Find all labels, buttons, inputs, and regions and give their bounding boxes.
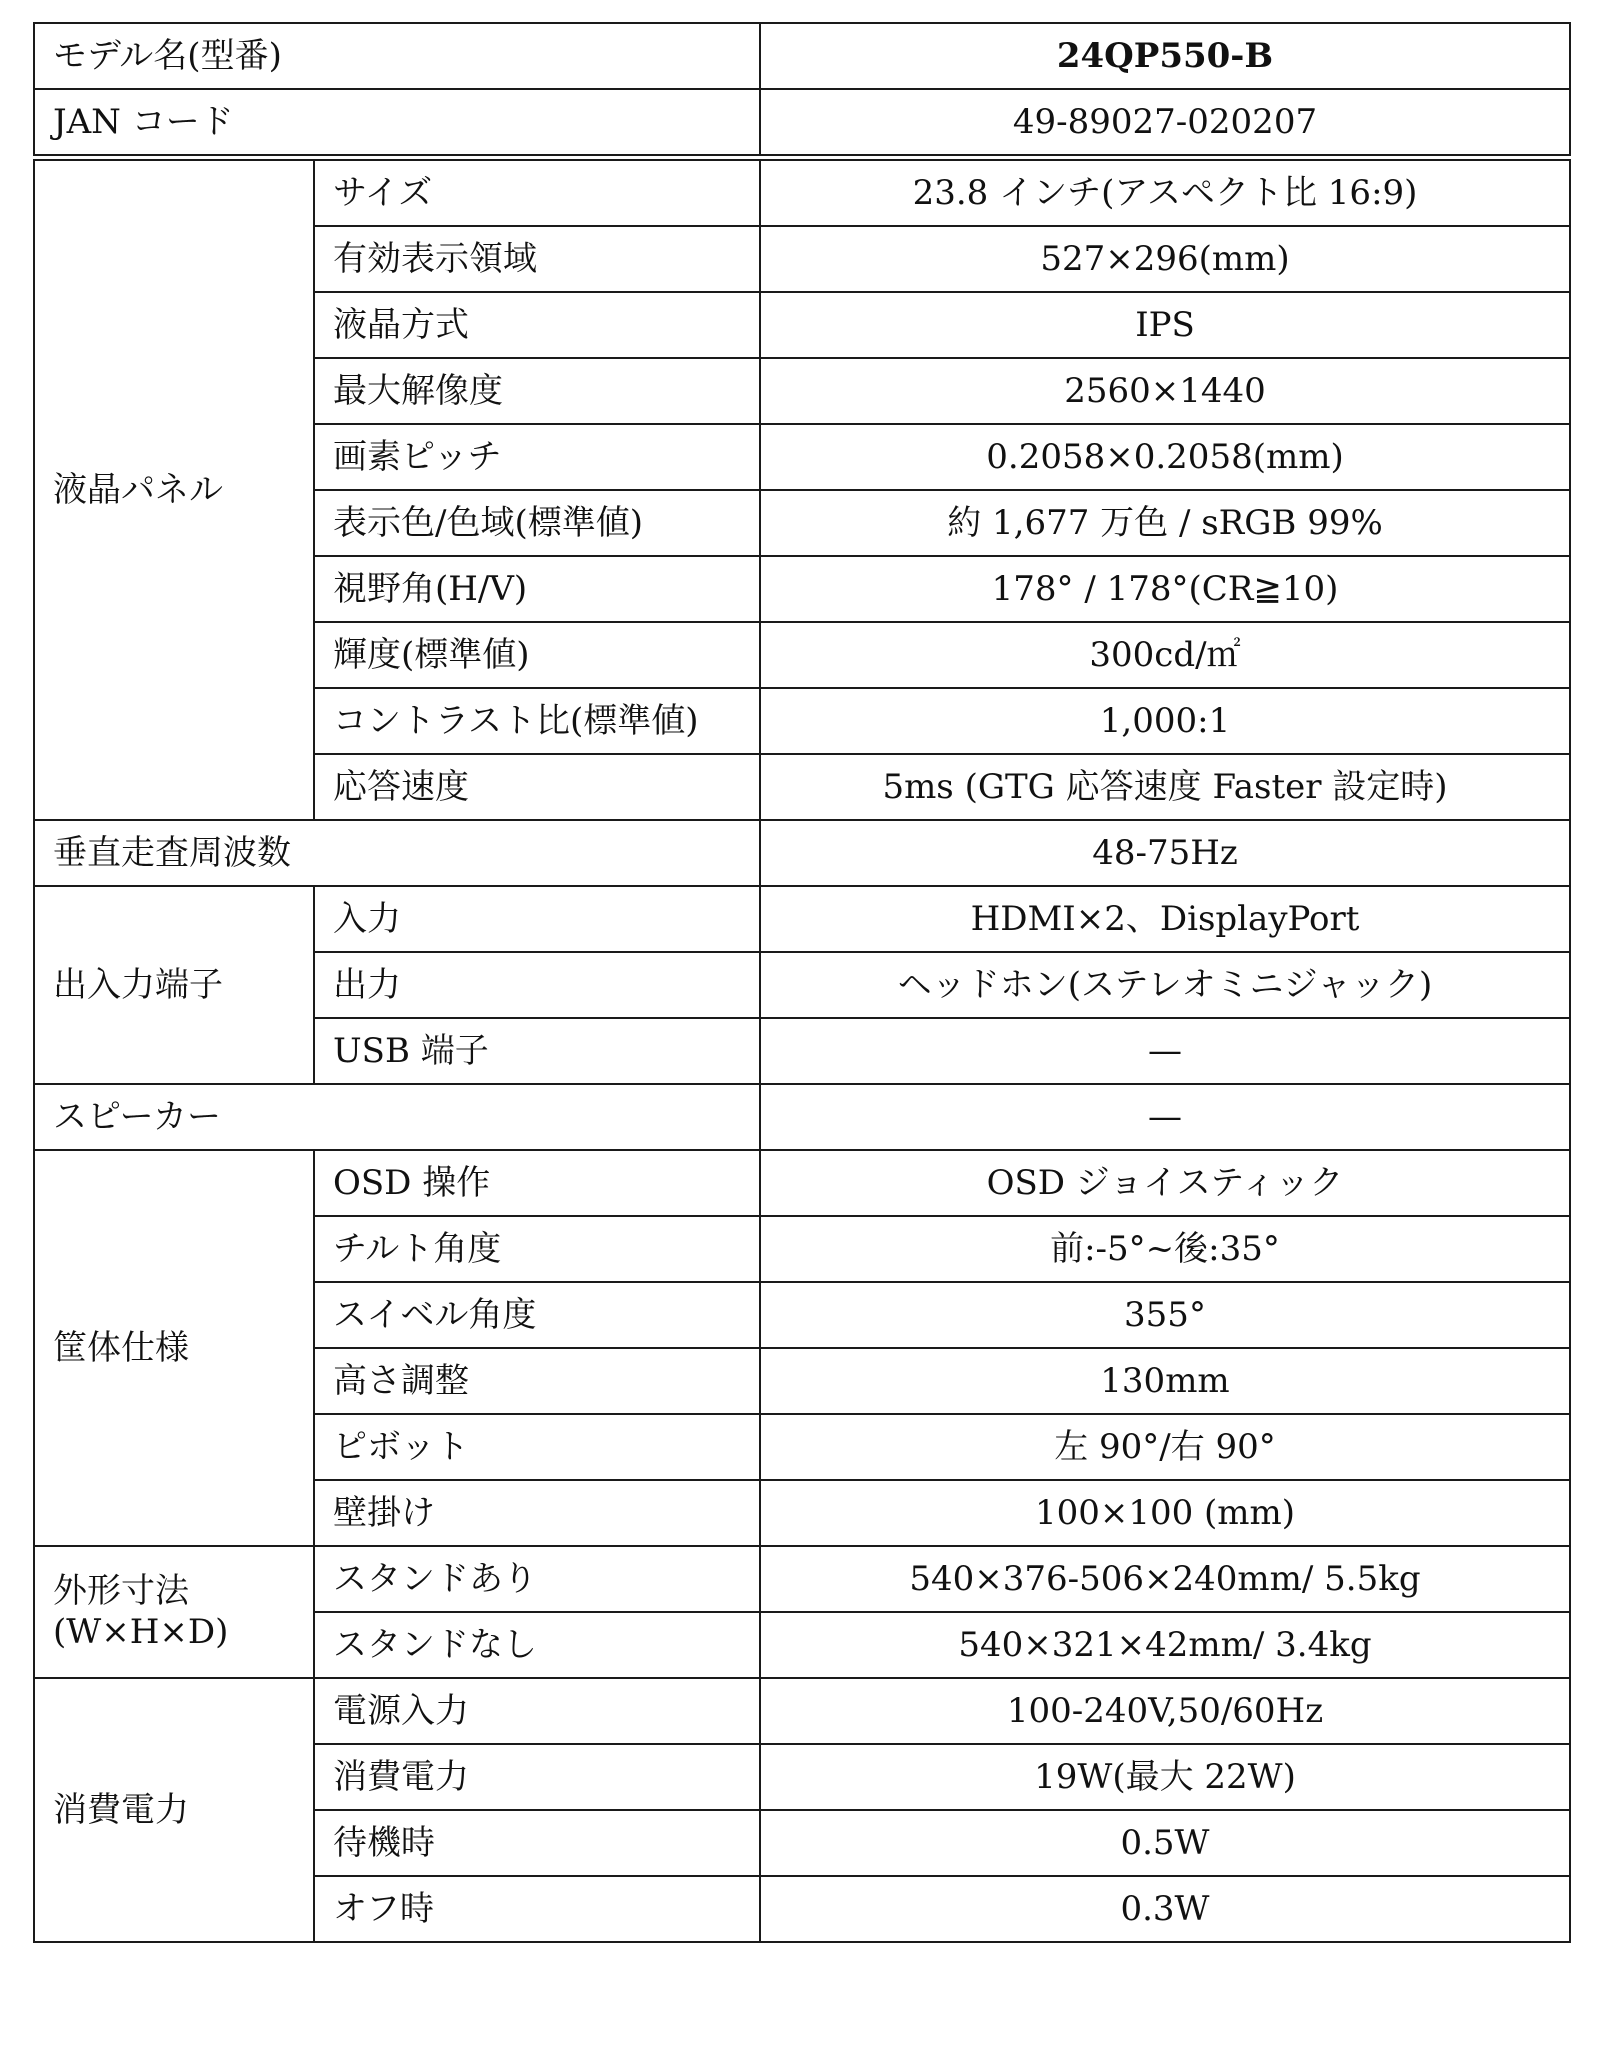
table-row (34, 1150, 1570, 1216)
spec-value: 100-240V,50/60Hz (760, 1678, 1570, 1744)
category-io-ports: 出入力端子 (34, 886, 314, 1084)
spec-label: 電源入力 (314, 1678, 760, 1744)
model-name-label: モデル名(型番) (34, 23, 760, 89)
spec-label: チルト角度 (314, 1216, 760, 1282)
jan-code-label: JAN コード (34, 89, 760, 158)
table-row (34, 820, 1570, 886)
spec-label: 出力 (314, 952, 760, 1018)
spec-label: 高さ調整 (314, 1348, 760, 1414)
spec-label: サイズ (314, 158, 760, 227)
row-jan-code (34, 89, 1570, 158)
spec-value: 23.8 インチ(アスペクト比 16:9) (760, 158, 1570, 227)
spec-value: 約 1,677 万色 / sRGB 99% (760, 490, 1570, 556)
spec-value: 0.3W (760, 1876, 1570, 1942)
category-speaker: スピーカー (34, 1084, 760, 1150)
spec-value: — (760, 1018, 1570, 1084)
spec-label: スタンドあり (314, 1546, 760, 1612)
table-row (34, 1678, 1570, 1744)
spec-value: 355° (760, 1282, 1570, 1348)
spec-label: 表示色/色域(標準値) (314, 490, 760, 556)
category-dimensions-line2: (W×H×D) (53, 1612, 229, 1652)
spec-value: ヘッドホン(ステレオミニジャック) (760, 952, 1570, 1018)
spec-label: ピボット (314, 1414, 760, 1480)
table-row (34, 1546, 1570, 1612)
spec-value: — (760, 1084, 1570, 1150)
spec-label: スイベル角度 (314, 1282, 760, 1348)
spec-label: USB 端子 (314, 1018, 760, 1084)
spec-table (33, 22, 1571, 1943)
spec-value: IPS (760, 292, 1570, 358)
spec-value: 300cd/㎡ (760, 622, 1570, 688)
spec-label: OSD 操作 (314, 1150, 760, 1216)
spec-label: 消費電力 (314, 1744, 760, 1810)
category-dimensions (34, 1546, 314, 1678)
spec-value: 540×321×42mm/ 3.4kg (760, 1612, 1570, 1678)
spec-label: 壁掛け (314, 1480, 760, 1546)
jan-code-value: 49-89027-020207 (760, 89, 1570, 158)
spec-label: 液晶方式 (314, 292, 760, 358)
spec-value: 527×296(mm) (760, 226, 1570, 292)
spec-label: 待機時 (314, 1810, 760, 1876)
table-row (34, 886, 1570, 952)
row-model-name (34, 23, 1570, 89)
spec-value: 前:-5°~後:35° (760, 1216, 1570, 1282)
spec-value: 19W(最大 22W) (760, 1744, 1570, 1810)
spec-value: 2560×1440 (760, 358, 1570, 424)
spec-value: 左 90°/右 90° (760, 1414, 1570, 1480)
spec-value: 540×376-506×240mm/ 5.5kg (760, 1546, 1570, 1612)
category-chassis: 筐体仕様 (34, 1150, 314, 1546)
spec-label: オフ時 (314, 1876, 760, 1942)
model-name-value: 24QP550-B (760, 23, 1570, 89)
spec-value: 100×100 (mm) (760, 1480, 1570, 1546)
spec-label: コントラスト比(標準値) (314, 688, 760, 754)
category-power-consumption: 消費電力 (34, 1678, 314, 1942)
spec-label: 有効表示領域 (314, 226, 760, 292)
category-lcd-panel: 液晶パネル (34, 158, 314, 821)
spec-value: 130mm (760, 1348, 1570, 1414)
spec-label: 応答速度 (314, 754, 760, 820)
spec-label: スタンドなし (314, 1612, 760, 1678)
spec-value: 5ms (GTG 応答速度 Faster 設定時) (760, 754, 1570, 820)
category-vertical-frequency: 垂直走査周波数 (34, 820, 760, 886)
table-row (34, 158, 1570, 227)
spec-label: 輝度(標準値) (314, 622, 760, 688)
spec-value: 1,000:1 (760, 688, 1570, 754)
spec-label: 画素ピッチ (314, 424, 760, 490)
spec-label: 視野角(H/V) (314, 556, 760, 622)
spec-label: 入力 (314, 886, 760, 952)
spec-value: 0.2058×0.2058(mm) (760, 424, 1570, 490)
spec-value: 0.5W (760, 1810, 1570, 1876)
spec-value: 178° / 178°(CR≧10) (760, 556, 1570, 622)
spec-value: HDMI×2、DisplayPort (760, 886, 1570, 952)
spec-value: 48-75Hz (760, 820, 1570, 886)
table-row (34, 1084, 1570, 1150)
spec-label: 最大解像度 (314, 358, 760, 424)
category-dimensions-line1: 外形寸法 (53, 1571, 189, 1612)
spec-value: OSD ジョイスティック (760, 1150, 1570, 1216)
